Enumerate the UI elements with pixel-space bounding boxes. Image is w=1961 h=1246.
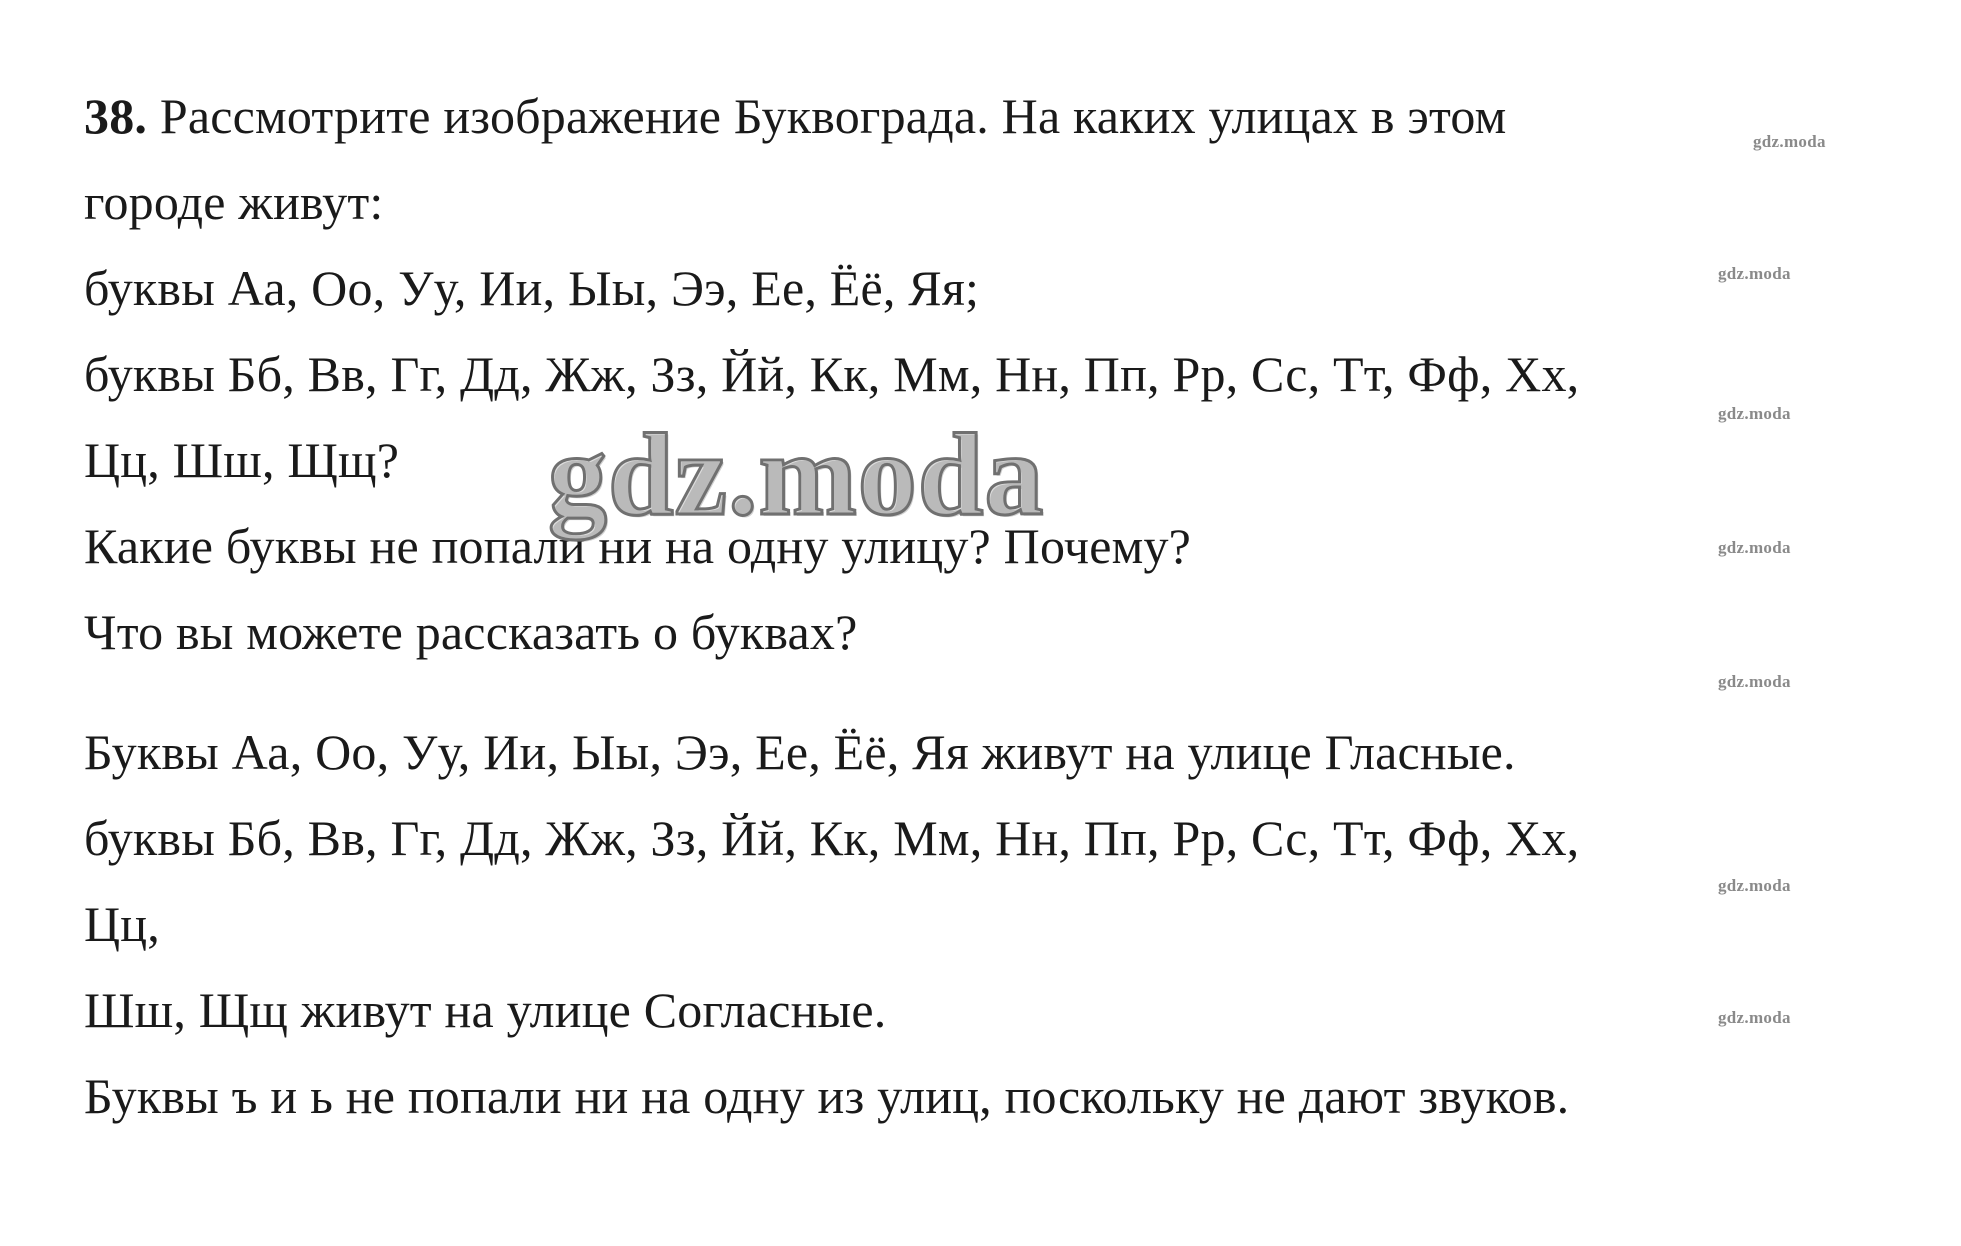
task-text-1: Рассмотрите изображение Буквограда. На каких улицах в этом (159, 88, 1507, 144)
answer-line-4: Шш, Щщ живут на улице Согласные. (84, 982, 887, 1038)
watermark-small: gdz.moda (1718, 538, 1791, 557)
watermark-small: gdz.moda (1718, 1008, 1791, 1027)
task-line-6: Какие буквы не попали ни на одну улицу? Почему? (84, 518, 1192, 574)
answer-line-1: Буквы Аа, Оо, Уу, Ии, Ыы, Ээ, Ее, Ёё, Яя живут на улице Гласные. (84, 724, 1516, 780)
task-line-7: Что вы можете рассказать о буквах? (84, 604, 858, 660)
task-line-3: буквы Аа, Оо, Уу, Ии, Ыы, Ээ, Ее, Ёё, Яя; (84, 260, 980, 316)
watermark-small: gdz.moda (1718, 876, 1791, 895)
watermark-small: gdz.moda (1718, 672, 1791, 691)
task-line-2: городе живут: (84, 174, 384, 230)
watermark-small: gdz.moda (1753, 132, 1826, 151)
task-line-4: буквы Бб, Вв, Гг, Дд, Жж, Зз, Йй, Кк, Мм, Нн, Пп, Рр, Сс, Тт, Фф, Хх, (84, 346, 1580, 402)
task-line-5: Цц, Шш, Щщ? (84, 432, 400, 488)
task-line-1 (84, 86, 1507, 146)
watermark-small: gdz.moda (1718, 404, 1791, 423)
watermark-small: gdz.moda (1718, 264, 1791, 283)
answer-line-5: Буквы ъ и ь не попали ни на одну из улиц, поскольку не дают звуков. (84, 1068, 1570, 1124)
answer-line-2: буквы Бб, Вв, Гг, Дд, Жж, Зз, Йй, Кк, Мм, Нн, Пп, Рр, Сс, Тт, Фф, Хх, (84, 810, 1580, 866)
task-number: 38. (84, 88, 148, 144)
watermark-large: gdz.moda (548, 409, 1045, 540)
answer-line-3: Цц, (84, 896, 160, 952)
